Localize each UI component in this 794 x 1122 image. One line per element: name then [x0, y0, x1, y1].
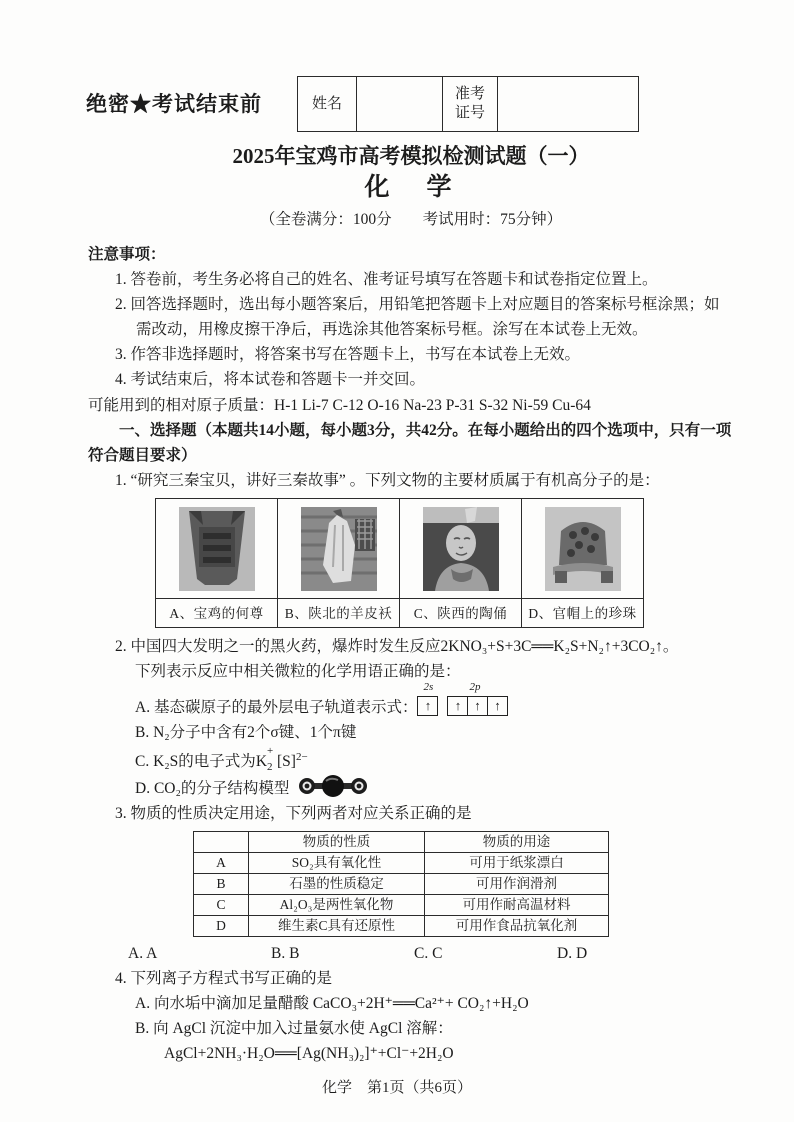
q3-row-d-label: D — [194, 916, 249, 937]
question-2-option-b: B. N₂分子中含有2个σ键、1个π键 — [135, 724, 357, 741]
exam-id-label-line1: 准考 — [454, 86, 485, 102]
artifact-cell-c — [400, 499, 522, 599]
orbital-diagram — [417, 681, 521, 720]
question-4-stem: 4. 下列离子方程式书写正确的是 — [115, 970, 333, 988]
notice-item-4: 4. 考试结束后，将本试卷和答题卡一并交回。 — [115, 371, 426, 388]
q3-row-c-label: C — [194, 895, 249, 916]
exam-title: 2025年宝鸡市高考模拟检测试题（一） — [232, 144, 590, 168]
question-2-stem-line2: 下列表示反应中相关微粒的化学用语正确的是： — [135, 663, 461, 680]
question-4-option-a: A. 向水垢中滴加足量醋酸 CaCO₃+2H⁺══Ca²⁺+ CO₂↑+H₂O — [135, 995, 529, 1013]
orbital-box-2p2: ↑ — [467, 696, 488, 716]
q3-answer-c: C. C — [414, 945, 443, 963]
page-footer: 化学 第1页（共6页） — [321, 1080, 472, 1096]
question-2-option-d — [88, 774, 734, 801]
electron-formula-s: [S] — [277, 753, 296, 771]
notice-item-2: 2. 回答选择题时，选出每小题答案后，用铅笔把答题卡上对应题目的答案标号框涂黑；如需改动，用橡皮擦干净后，再选涂其他答案标号框。涂写在本试卷上无效。 — [115, 296, 720, 338]
bronze-vessel-image — [177, 505, 257, 593]
orbital-2p-label: 2p — [469, 681, 481, 693]
q3-header-property: 物质的性质 — [249, 832, 425, 853]
q3-row-b — [194, 874, 609, 895]
q3-row-b-property: 石墨的性质稳定 — [249, 874, 425, 895]
question-2-option-c-prefix: C. K₂S的电子式为 — [135, 753, 256, 771]
sheepskin-coat-image — [299, 505, 379, 593]
section-one-heading: 一、选择题（本题共14小题，每小题3分，共42分。在每小题给出的四个选项中，只有一项符合题目要求） — [88, 422, 732, 464]
question-3-answers-row — [88, 941, 734, 966]
q3-row-d — [194, 916, 609, 937]
q3-row-d-use: 可用作食品抗氧化剂 — [425, 916, 609, 937]
q3-row-c-property: Al₂O₃是两性氧化物 — [249, 895, 425, 916]
question-2-option-a — [88, 681, 734, 720]
q3-row-a — [194, 853, 609, 874]
pearls-on-hat-image — [543, 505, 623, 593]
q3-header-blank — [194, 832, 249, 853]
artifact-caption-d: D、官帽上的珍珠 — [522, 599, 644, 628]
exam-id-label — [443, 77, 498, 132]
question-2-stem-line1: 2. 中国四大发明之一的黑火药，爆炸时发生反应2KNO₃+S+3C══K₂S+N₂↑+3CO₂↑。 — [115, 638, 679, 655]
q3-row-a-use: 可用于纸浆漂白 — [425, 853, 609, 874]
candidate-info-row — [298, 77, 639, 132]
q3-answer-a: A. A — [128, 945, 158, 963]
exam-subject: 化 学 — [364, 174, 458, 201]
q3-row-d-property: 维生素C具有还原性 — [249, 916, 425, 937]
terracotta-figure-image — [421, 505, 501, 593]
artifact-caption-row — [156, 599, 644, 628]
exam-id-input-cell[interactable] — [498, 77, 639, 132]
q3-row-a-property: SO₂具有氧化性 — [249, 853, 425, 874]
co2-ball-stick-model — [297, 774, 369, 798]
candidate-info-table — [297, 76, 639, 132]
q3-row-c-use: 可用作耐高温材料 — [425, 895, 609, 916]
orbital-box-2p3: ↑ — [487, 696, 508, 716]
question-1-artifact-table — [155, 498, 644, 628]
q3-answer-d: D. D — [557, 945, 588, 963]
notice-heading: 注意事项： — [88, 246, 166, 263]
question-2-option-d-text: D. CO₂的分子结构模型 — [135, 780, 290, 798]
name-label: 姓名 — [298, 77, 357, 132]
exam-score-duration: （全卷满分：100分 考试用时：75分钟） — [259, 211, 563, 228]
question-4-option-b-line1: B. 向 AgCl 沉淀中加入过量氨水使 AgCl 溶解： — [135, 1020, 453, 1038]
name-input-cell[interactable] — [357, 77, 443, 132]
exam-content — [88, 142, 734, 1066]
exam-id-label-line2: 证号 — [454, 105, 485, 121]
artifact-cell-b — [278, 499, 400, 599]
classification-label: 绝密★考试结束前 — [86, 92, 262, 116]
artifact-caption-a: A、宝鸡的何尊 — [156, 599, 278, 628]
artifact-caption-c: C、陕西的陶俑 — [400, 599, 522, 628]
notice-item-1: 1. 答卷前，考生务必将自己的姓名、准考证号填写在答题卡和试卷指定位置上。 — [115, 271, 658, 288]
orbital-box-2s: ↑ — [417, 696, 438, 716]
q3-row-b-label: B — [194, 874, 249, 895]
notice-item-3: 3. 作答非选择题时，将答案书写在答题卡上，书写在本试卷上无效。 — [115, 346, 581, 363]
artifact-cell-d — [522, 499, 644, 599]
q3-answer-b: B. B — [271, 945, 300, 963]
question-2-option-a-text: A. 基态碳原子的最外层电子轨道表示式： — [135, 699, 418, 716]
electron-formula-k: K — [255, 753, 268, 771]
q3-row-c — [194, 895, 609, 916]
electron-formula-s-charge: 2− — [295, 751, 308, 763]
orbital-2s-label: 2s — [423, 681, 434, 693]
artifact-image-row — [156, 499, 644, 599]
question-3-stem: 3. 物质的性质决定用途，下列两者对应关系正确的是 — [115, 805, 472, 823]
artifact-cell-a — [156, 499, 278, 599]
question-1-stem: 1. “研究三秦宝贝，讲好三秦故事” 。下列文物的主要材质属于有机高分子的是： — [115, 472, 660, 489]
question-2-option-c — [88, 745, 734, 774]
artifact-caption-b: B、陕北的羊皮袄 — [278, 599, 400, 628]
question-3-table — [193, 831, 609, 937]
electron-formula-k-charge: + 2 — [267, 745, 274, 774]
question-4-option-b-equation: AgCl+2NH₃·H₂O══[Ag(NH₃)₂]⁺+Cl⁻+2H₂O — [164, 1045, 454, 1063]
q3-row-b-use: 可用作润滑剂 — [425, 874, 609, 895]
q3-header-row — [194, 832, 609, 853]
orbital-box-2p1: ↑ — [447, 696, 468, 716]
q3-row-a-label: A — [194, 853, 249, 874]
atomic-masses-line: 可能用到的相对原子质量：H-1 Li-7 C-12 O-16 Na-23 P-31 S-32 Ni-59 Cu-64 — [88, 397, 591, 414]
q3-header-use: 物质的用途 — [425, 832, 609, 853]
